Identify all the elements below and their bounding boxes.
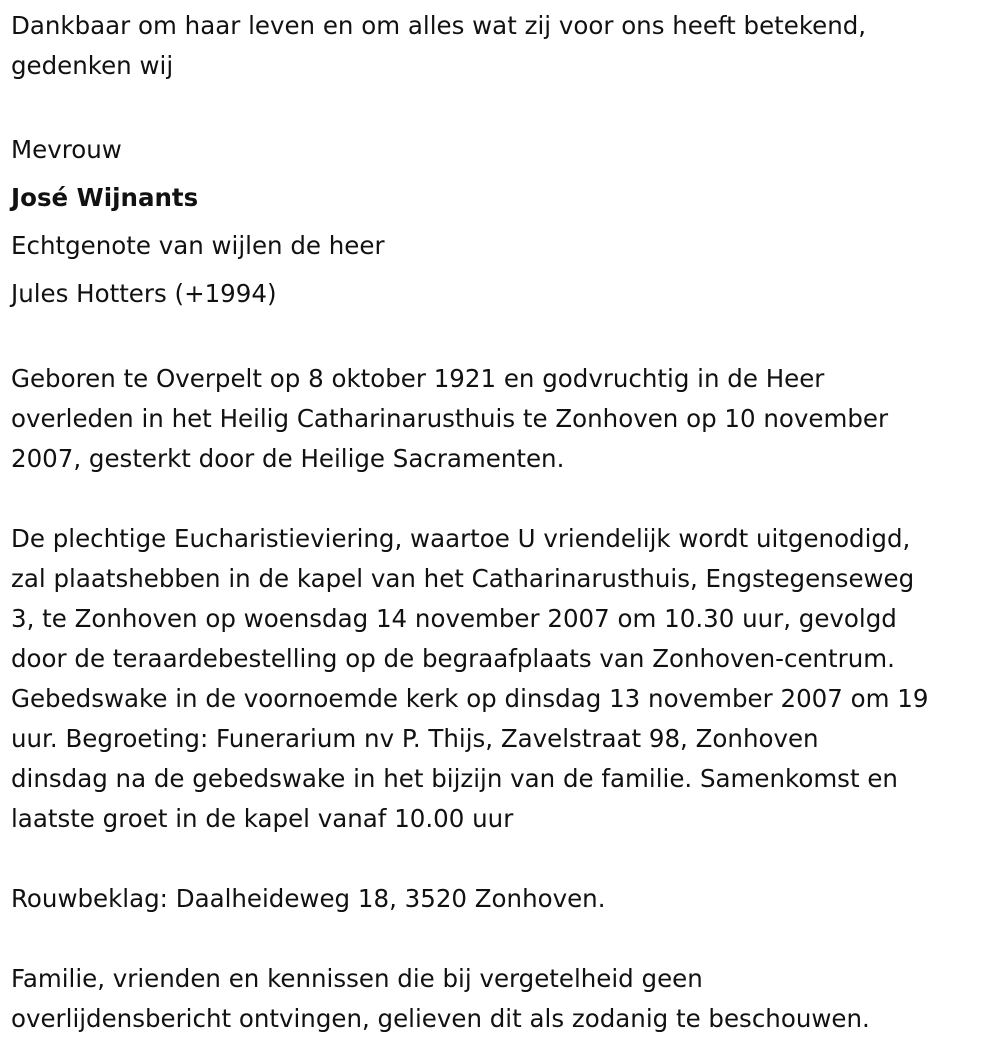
service-line: zal plaatshebben in de kapel van het Catharinarusthuis, Engstegenseweg bbox=[11, 564, 915, 593]
spacer bbox=[11, 86, 985, 126]
intro-line: Dankbaar om haar leven en om alles wat zij voor ons heeft betekend, bbox=[11, 11, 867, 40]
spacer bbox=[11, 318, 985, 359]
service-line: door de teraardebestelling op de begraafplaats van Zonhoven-centrum. bbox=[11, 644, 895, 673]
person-relation: Echtgenote van wijlen de heer bbox=[11, 231, 385, 260]
person-name: José Wijnants bbox=[11, 183, 199, 212]
service-line: 3, te Zonhoven op woensdag 14 november 2007 om 10.30 uur, gevolgd bbox=[11, 604, 897, 633]
birth-death-paragraph bbox=[11, 359, 985, 479]
closing-line: overlijdensbericht ontvingen, gelieven dit als zodanig te beschouwen. bbox=[11, 1004, 870, 1033]
intro-line: gedenken wij bbox=[11, 51, 174, 80]
person-title: Mevrouw bbox=[11, 135, 122, 164]
service-line: De plechtige Eucharistieviering, waartoe U vriendelijk wordt uitgenodigd, bbox=[11, 524, 911, 553]
service-line: uur. Begroeting: Funerarium nv P. Thijs, Zavelstraat 98, Zonhoven bbox=[11, 724, 819, 753]
person-spouse: Jules Hotters (+1994) bbox=[11, 279, 277, 308]
intro-paragraph bbox=[11, 6, 985, 86]
spacer bbox=[11, 839, 985, 879]
service-line: laatste groet in de kapel vanaf 10.00 uur bbox=[11, 804, 514, 833]
closing-line: Familie, vrienden en kennissen die bij vergetelheid geen bbox=[11, 964, 703, 993]
spacer bbox=[11, 479, 985, 519]
birth-death-line: 2007, gesterkt door de Heilige Sacramenten. bbox=[11, 444, 565, 473]
service-paragraph bbox=[11, 519, 985, 839]
spacer bbox=[11, 919, 985, 959]
birth-death-line: Geboren te Overpelt op 8 oktober 1921 en godvruchtig in de Heer bbox=[11, 364, 825, 393]
person-block bbox=[11, 126, 985, 318]
condolence-address: Rouwbeklag: Daalheideweg 18, 3520 Zonhoven. bbox=[11, 884, 606, 913]
service-line: Gebedswake in de voornoemde kerk op dinsdag 13 november 2007 om 19 bbox=[11, 684, 929, 713]
birth-death-line: overleden in het Heilig Catharinarusthuis te Zonhoven op 10 november bbox=[11, 404, 889, 433]
service-line: dinsdag na de gebedswake in het bijzijn van de familie. Samenkomst en bbox=[11, 764, 898, 793]
closing-paragraph bbox=[11, 959, 985, 1039]
